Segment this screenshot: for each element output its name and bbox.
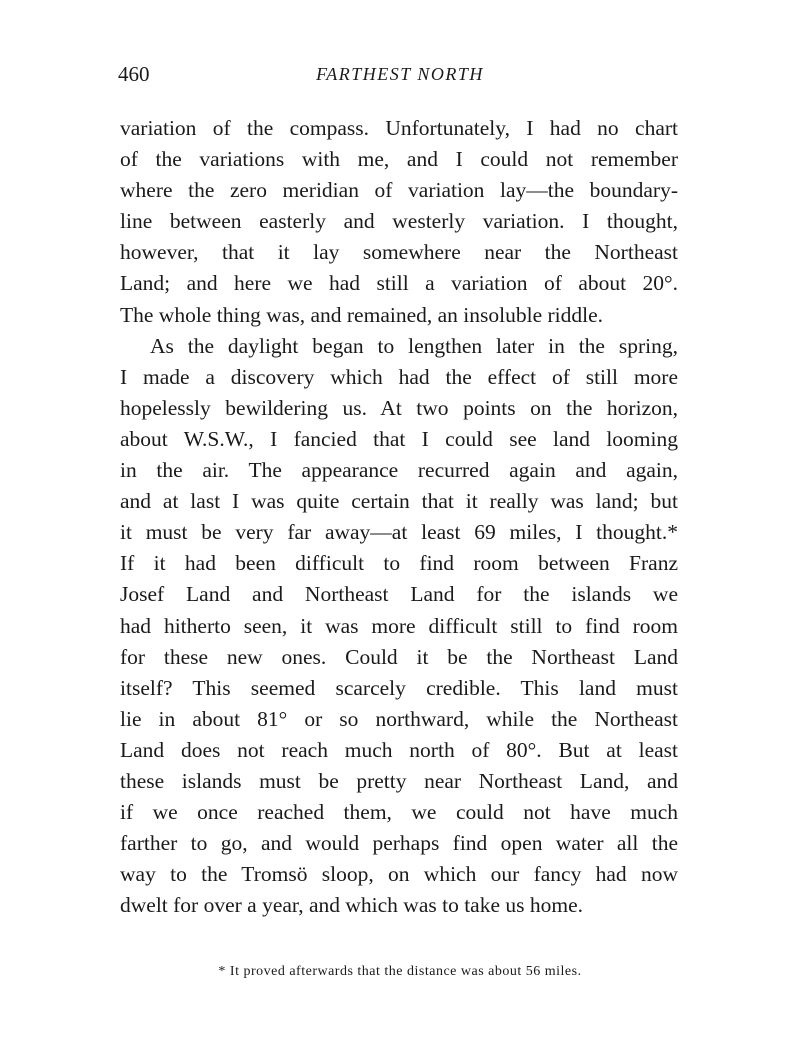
text-line: had hitherto seen, it was more difficult still to find room (120, 613, 678, 638)
text-line: If it had been difficult to find room between Franz (120, 551, 678, 576)
text-line: dwelt for over a year, and which was to take us home. (120, 893, 584, 918)
text-line: way to the Tromsö sloop, on which our fancy had now (120, 862, 678, 887)
text-line: farther to go, and would perhaps find open water all the (120, 831, 678, 856)
text-line: and at last I was quite certain that it really was land; but (120, 489, 678, 514)
text-line: if we once reached them, we could not have much (120, 800, 678, 825)
text-line: itself? This seemed scarcely credible. This land must (120, 675, 678, 700)
text-line: Land does not reach much north of 80°. But at least (120, 737, 678, 762)
text-line: for these new ones. Could it be the Northeast Land (120, 644, 678, 669)
body-text (120, 113, 678, 921)
text-line: it must be very far away—at least 69 miles, I thought.* (120, 520, 678, 545)
text-line: however, that it lay somewhere near the Northeast (120, 240, 678, 265)
text-line: As the daylight began to lengthen later in the spring, (150, 333, 678, 358)
text-line: The whole thing was, and remained, an insoluble riddle. (120, 302, 604, 327)
text-line: lie in about 81° or so northward, while the Northeast (120, 706, 678, 731)
text-line: Land; and here we had still a variation of about 20°. (120, 271, 678, 296)
text-line: about W.S.W., I fancied that I could see land looming (120, 426, 678, 451)
text-line: Josef Land and Northeast Land for the islands we (120, 582, 678, 607)
text-line: line between easterly and westerly variation. I thought, (120, 209, 678, 234)
footnote: * It proved afterwards that the distance was about 56 miles. (218, 964, 582, 979)
running-title: FARTHEST NORTH (316, 64, 484, 84)
page-number: 460 (118, 62, 150, 86)
text-line: of the variations with me, and I could not remember (120, 147, 678, 172)
text-line: variation of the compass. Unfortunately, I had no chart (120, 116, 678, 140)
text-line: these islands must be pretty near Northeast Land, and (120, 768, 678, 793)
text-line: where the zero meridian of variation lay—the boundary- (120, 178, 678, 203)
text-line: I made a discovery which had the effect of still more (120, 364, 678, 389)
text-line: hopelessly bewildering us. At two points on the horizon, (120, 395, 678, 420)
text-line: in the air. The appearance recurred again and again, (120, 458, 678, 483)
